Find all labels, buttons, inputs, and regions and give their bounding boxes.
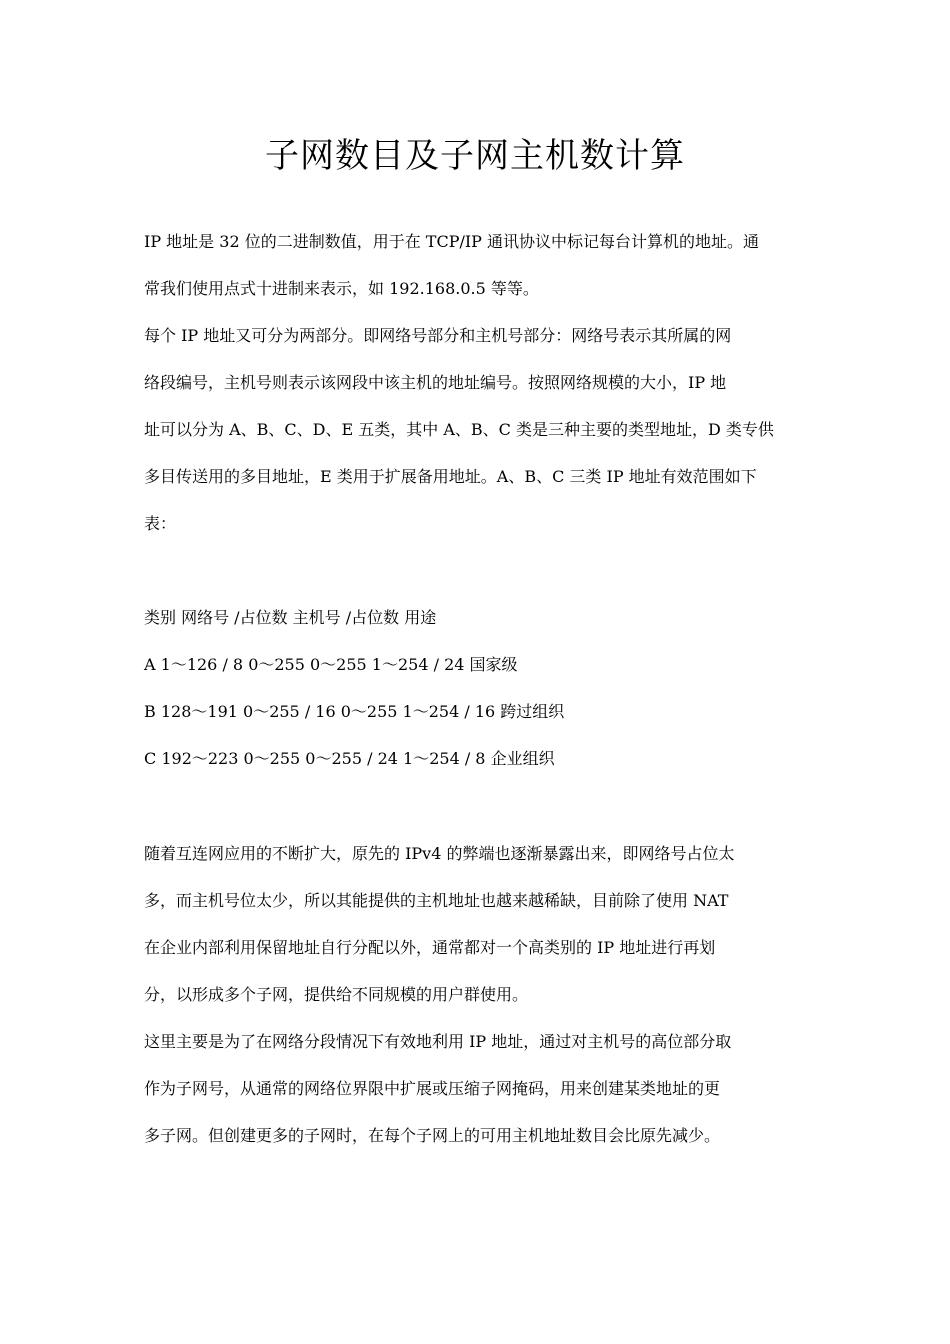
intro-line: 络段编号，主机号则表示该网段中该主机的地址编号。按照网络规模的大小，IP 地 xyxy=(144,373,727,392)
body-line: 多，而主机号位太少，所以其能提供的主机地址也越来越稀缺，目前除了使用 NAT xyxy=(144,891,729,910)
table-row-line: B 128～191 0～255 / 16 0～255 1～254 / 16 跨过组织 xyxy=(144,702,565,721)
intro-line: IP 地址是 32 位的二进制数值，用于在 TCP/IP 通讯协议中标记每台计算机的地址。通 xyxy=(144,232,760,251)
body-line: 作为子网号，从通常的网络位界限中扩展或压缩子网掩码，用来创建某类地址的更 xyxy=(144,1079,721,1098)
body-line: 随着互连网应用的不断扩大，原先的 IPv4 的弊端也逐渐暴露出来，即网络号占位太 xyxy=(144,844,735,863)
intro-line: 多目传送用的多目地址，E 类用于扩展备用地址。A、B、C 三类 IP 地址有效范围如下 xyxy=(144,467,757,486)
document-title: 子网数目及子网主机数计算 xyxy=(265,136,685,176)
table-row-line: C 192～223 0～255 0～255 / 24 1～254 / 8 企业组织 xyxy=(144,749,555,768)
intro-line: 表： xyxy=(144,514,177,533)
intro-line: 址可以分为 A、B、C、D、E 五类，其中 A、B、C 类是三种主要的类型地址，D 类专供 xyxy=(144,420,774,439)
body-line: 在企业内部利用保留地址自行分配以外，通常都对一个高类别的 IP 地址进行再划 xyxy=(144,938,716,957)
body-line: 分，以形成多个子网，提供给不同规模的用户群使用。 xyxy=(144,985,529,1004)
body-line: 这里主要是为了在网络分段情况下有效地利用 IP 地址，通过对主机号的高位部分取 xyxy=(144,1032,732,1051)
table-header-line: 类别 网络号 /占位数 主机号 /占位数 用途 xyxy=(144,608,437,627)
intro-line: 每个 IP 地址又可分为两部分。即网络号部分和主机号部分：网络号表示其所属的网 xyxy=(144,326,732,345)
table-row-line: A 1～126 / 8 0～255 0～255 1～254 / 24 国家级 xyxy=(144,655,518,674)
body-line: 多子网。但创建更多的子网时，在每个子网上的可用主机地址数目会比原先减少。 xyxy=(144,1126,721,1145)
intro-line: 常我们使用点式十进制来表示，如 192.168.0.5 等等。 xyxy=(144,279,539,298)
